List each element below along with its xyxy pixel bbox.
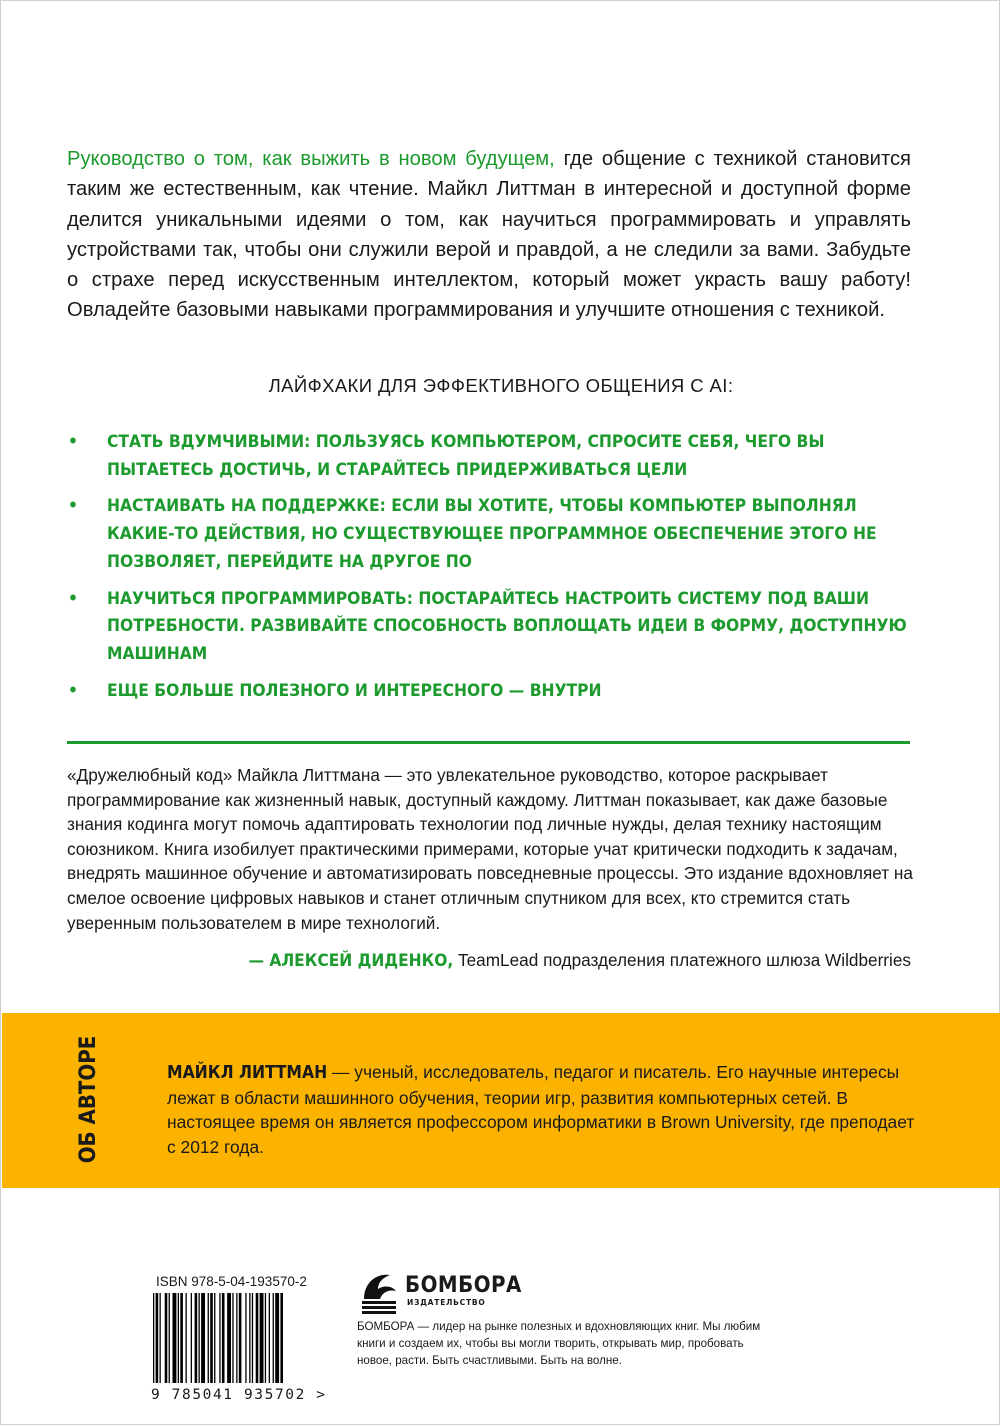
- review-quote: «Дружелюбный код» Майкла Литтмана — это увлекательное руководство, которое раскрывает программирование как жизненный навык, доступный каждому. Литтман показывает, как даже базовые знания кодинга могут помочь адаптировать технологии под личные нужды, делая технику настоящим союзником. Книга изобилует практическими примерами, которые учат критически подходить к задачам, внедрять машинное обучение и автоматизировать повседневные процессы. Это издание вдохновляет на смелое освоение цифровых навыков и станет отличным спутником для всех, кто стремится стать уверенным пользователем в мире технологий.: [67, 765, 913, 933]
- lifehack-text: СТАТЬ ВДУМЧИВЫМИ: ПОЛЬЗУЯСЬ КОМПЬЮТЕРОМ, СПРОСИТЕ СЕБЯ, ЧЕГО ВЫ ПЫТАЕТЕСЬ ДОСТИЧЬ, И СТАРАЙТЕСЬ ПРИДЕРЖИВАТЬСЯ ЦЕЛИ: [107, 432, 825, 480]
- barcode-icon: [151, 1293, 326, 1383]
- lifehacks-title: ЛАЙФХАКИ ДЛЯ ЭФФЕКТИВНОГО ОБЩЕНИЯ С AI:: [268, 375, 734, 396]
- lifehack-item: [67, 493, 917, 576]
- intro-paragraph: [67, 144, 911, 326]
- publisher-description: БОМБОРА — лидер на рынке полезных и вдохновляющих книг. Мы любим книги и создаем их, чтобы вы могли творить, открывать мир, пробовать новое, расти. Быть счастливыми. Быть на волне.: [357, 1320, 761, 1367]
- isbn-label: ISBN 978-5-04-193570-2: [156, 1274, 307, 1289]
- publisher-logo-subtitle: ИЗДАТЕЛЬСТВО: [407, 1298, 486, 1307]
- lifehacks-list: [67, 429, 917, 705]
- author-bio: — ученый, исследователь, педагог и писатель. Его научные интересы лежат в области машинного обучения, теории игр, развития компьютерных сетей. В настоящее время он является профессором информатики в Brown University, где преподает с 2012 года.: [167, 1062, 915, 1158]
- lifehack-item: [67, 678, 917, 706]
- publisher-logo-name: БОМБОРА: [405, 1273, 522, 1298]
- bullet-icon: •: [68, 432, 78, 452]
- lifehack-item: [67, 429, 917, 484]
- about-author-band: [2, 1013, 1000, 1188]
- lifehack-text: НАУЧИТЬСЯ ПРОГРАММИРОВАТЬ: ПОСТАРАЙТЕСЬ НАСТРОИТЬ СИСТЕМУ ПОД ВАШИ ПОТРЕБНОСТИ. РАЗВИВАЙТЕ СПОСОБНОСТЬ ВОПЛОЩАТЬ ИДЕИ В ФОРМУ, ДОСТУПНУЮ МАШИНАМ: [107, 588, 907, 664]
- lifehack-item: [67, 586, 917, 669]
- quote-author-name: — АЛЕКСЕЙ ДИДЕНКО,: [248, 951, 454, 971]
- about-author-label: ОБ АВТОРЕ: [76, 1035, 101, 1164]
- quote-author-role: TeamLead подразделения платежного шлюза Wildberries: [453, 950, 911, 970]
- lifehack-text: НАСТАИВАТЬ НА ПОДДЕРЖКЕ: ЕСЛИ ВЫ ХОТИТЕ, ЧТОБЫ КОМПЬЮТЕР ВЫПОЛНЯЛ КАКИЕ-ТО ДЕЙСТВИЯ, НО СУЩЕСТВУЮЩЕЕ ПРОГРАММНОЕ ОБЕСПЕЧЕНИЕ ЭТОГО НЕ ПОЗВОЛЯЕТ, ПЕРЕЙДИТЕ НА ДРУГОЕ ПО: [107, 496, 877, 572]
- author-name: МАЙКЛ ЛИТТМАН: [167, 1063, 328, 1083]
- bombora-logo-icon: [356, 1269, 404, 1317]
- intro-lead: Руководство о том, как выжить в новом будущем,: [67, 148, 555, 170]
- section-divider: [67, 741, 910, 744]
- quote-attribution: [249, 950, 912, 971]
- intro-text: где общение с техникой становится таким же естественным, как чтение. Майкл Литтман в интересной и доступной форме делится уникальными идеями о том, как научиться программировать и управлять устройствами так, чтобы они служили верой и правдой, а не следили за вами. Забудьте о страхе перед искусственным интеллектом, который может украсть вашу работу! Овладейте базовыми навыками программирования и улучшите отношения с техникой.: [67, 148, 911, 322]
- lifehack-text: ЕЩЕ БОЛЬШЕ ПОЛЕЗНОГО И ИНТЕРЕСНОГО — ВНУТРИ: [107, 680, 602, 701]
- about-author-text: [167, 1060, 927, 1160]
- bullet-icon: •: [68, 588, 78, 609]
- barcode-digits: 9 785041 935702 >: [151, 1387, 327, 1403]
- bullet-icon: •: [68, 496, 78, 517]
- bullet-icon: •: [68, 680, 78, 701]
